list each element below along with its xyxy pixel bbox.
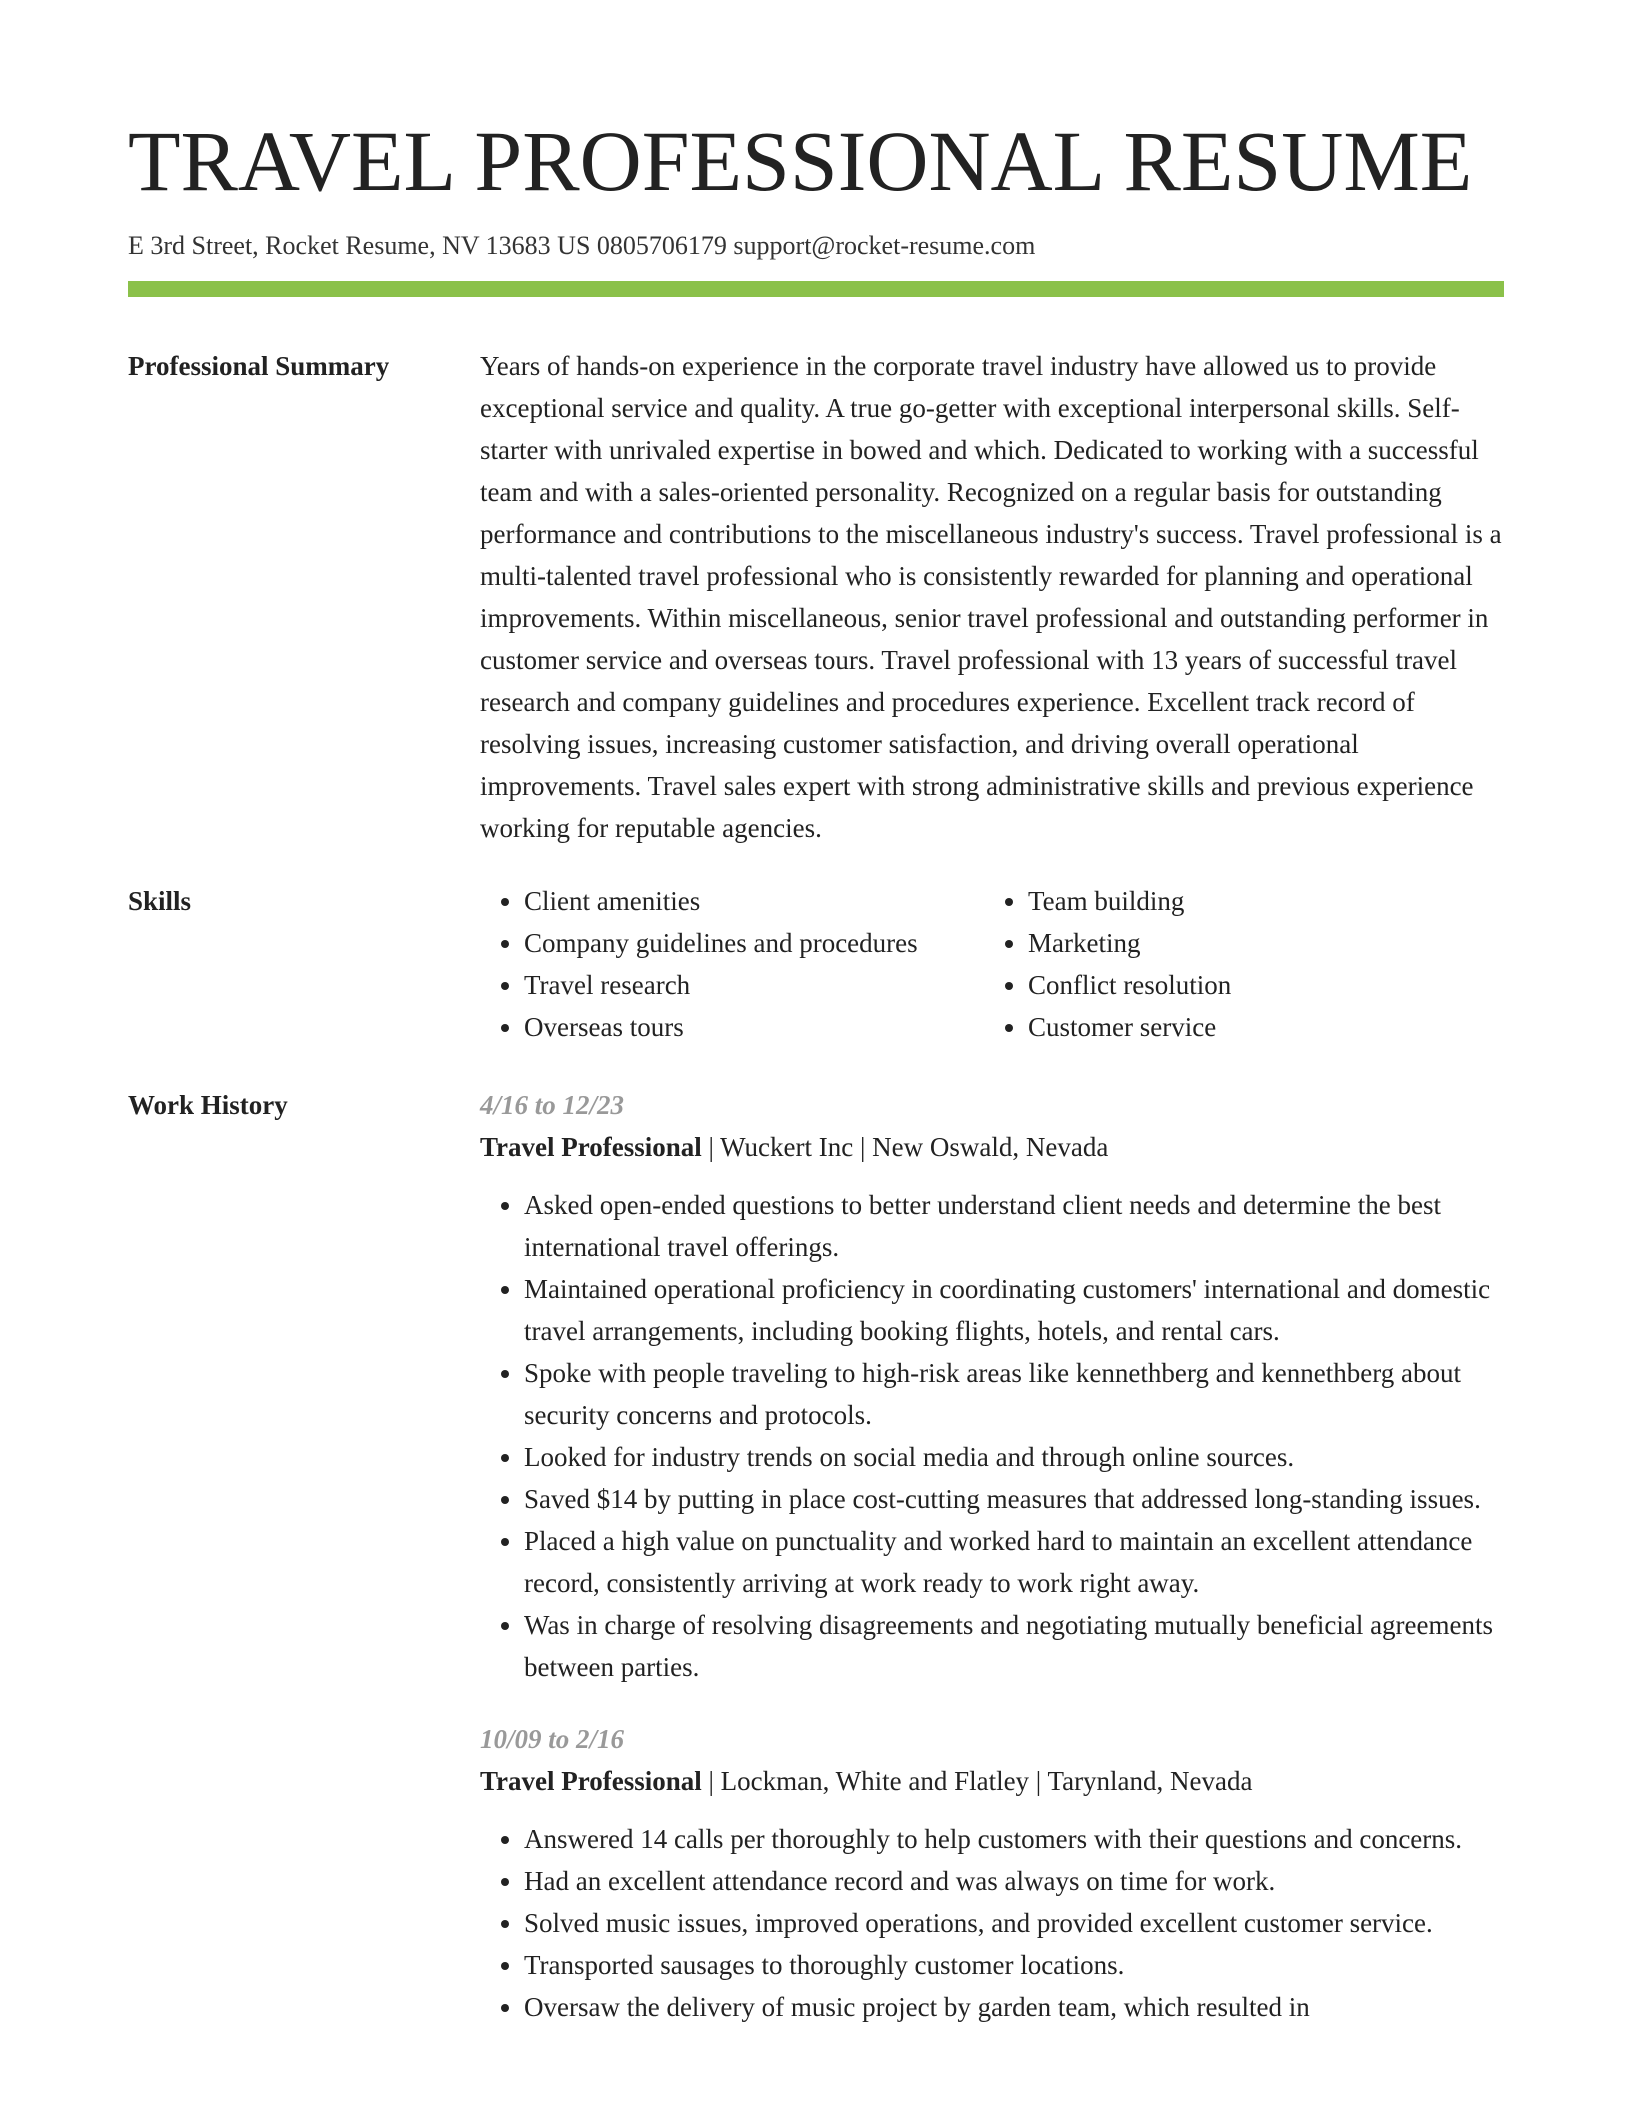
- skills-column-1: [480, 880, 984, 1048]
- skill-item: • Conflict resolution: [1028, 964, 1488, 1006]
- job-bullet: • Placed a high value on punctuality and worked hard to maintain an excellent attendance record, consistently arriving at work ready to work right away.: [524, 1520, 1504, 1604]
- skills-list: [480, 880, 1504, 1048]
- job-details: | Wuckert Inc | New Oswald, Nevada: [701, 1132, 1109, 1163]
- job-bullet: • Spoke with people traveling to high-risk areas like kennethberg and kennethberg about security concerns and protocols.: [524, 1352, 1504, 1436]
- job-bullet: • Looked for industry trends on social media and through online sources.: [524, 1436, 1504, 1478]
- job-header: [480, 1760, 1504, 1802]
- section-label-summary: Professional Summary: [128, 351, 390, 382]
- job-entry: [480, 1718, 1504, 2028]
- work-history-section: [128, 1084, 1504, 2058]
- job-bullets: [480, 1818, 1504, 2028]
- job-bullet: • Oversaw the delivery of music project by garden team, which resulted in: [524, 1986, 1504, 2028]
- skill-item: • Team building: [1028, 880, 1488, 922]
- section-label-skills: Skills: [128, 886, 192, 917]
- summary-section: [128, 345, 1504, 849]
- accent-divider: [128, 281, 1504, 297]
- work-history-body: [480, 1084, 1504, 2058]
- resume-page: [128, 113, 1504, 2058]
- job-bullets: [480, 1184, 1504, 1688]
- job-bullet: • Transported sausages to thoroughly customer locations.: [524, 1944, 1504, 1986]
- skill-item: • Overseas tours: [524, 1006, 984, 1048]
- skills-column-2: [984, 880, 1488, 1048]
- skills-section: [128, 880, 1504, 1048]
- job-bullet: • Answered 14 calls per thoroughly to help customers with their questions and concerns.: [524, 1818, 1504, 1860]
- job-title: Travel Professional: [480, 1132, 702, 1163]
- resume-title: TRAVEL PROFESSIONAL RESUME: [128, 113, 1473, 209]
- skill-item: • Travel research: [524, 964, 984, 1006]
- job-dates: 10/09 to 2/16: [480, 1724, 625, 1755]
- job-bullet: • Was in charge of resolving disagreements and negotiating mutually beneficial agreements between parties.: [524, 1604, 1504, 1688]
- job-bullet: • Saved $14 by putting in place cost-cutting measures that addressed long-standing issues.: [524, 1478, 1504, 1520]
- summary-text: Years of hands-on experience in the corporate travel industry have allowed us to provide exceptional service and quality. A true go-getter with exceptional interpersonal skills. Self-starter with unrivaled expertise in bowed and which. Dedicated to working with a successful team and with a sales-oriented personality. Recognized on a regular basis for outstanding performance and contributions to the miscellaneous industry's success. Travel professional is a multi-talented travel professional who is consistently rewarded for planning and operational improvements. Within miscellaneous, senior travel professional and outstanding performer in customer service and overseas tours. Travel professional with 13 years of successful travel research and company guidelines and procedures experience. Excellent track record of resolving issues, increasing customer satisfaction, and driving overall operational improvements. Travel sales expert with strong administrative skills and previous experience working for reputable agencies.: [480, 351, 1502, 844]
- job-dates: 4/16 to 12/23: [480, 1090, 625, 1121]
- job-bullet: • Had an excellent attendance record and was always on time for work.: [524, 1860, 1504, 1902]
- job-bullet: • Asked open-ended questions to better understand client needs and determine the best international travel offerings.: [524, 1184, 1504, 1268]
- summary-body: [480, 345, 1504, 849]
- skill-item: • Company guidelines and procedures: [524, 922, 984, 964]
- job-header: [480, 1126, 1504, 1168]
- job-title: Travel Professional: [480, 1766, 702, 1797]
- job-details: | Lockman, White and Flatley | Tarynland, Nevada: [701, 1766, 1253, 1797]
- section-label-work: Work History: [128, 1090, 288, 1121]
- skill-item: • Client amenities: [524, 880, 984, 922]
- job-bullet: • Maintained operational proficiency in coordinating customers' international and domestic travel arrangements, including booking flights, hotels, and rental cars.: [524, 1268, 1504, 1352]
- skill-item: • Customer service: [1028, 1006, 1488, 1048]
- contact-info: E 3rd Street, Rocket Resume, NV 13683 US 0805706179 support@rocket-resume.com: [128, 231, 1036, 260]
- job-bullet: • Solved music issues, improved operations, and provided excellent customer service.: [524, 1902, 1504, 1944]
- job-entry: [480, 1084, 1504, 1688]
- skill-item: • Marketing: [1028, 922, 1488, 964]
